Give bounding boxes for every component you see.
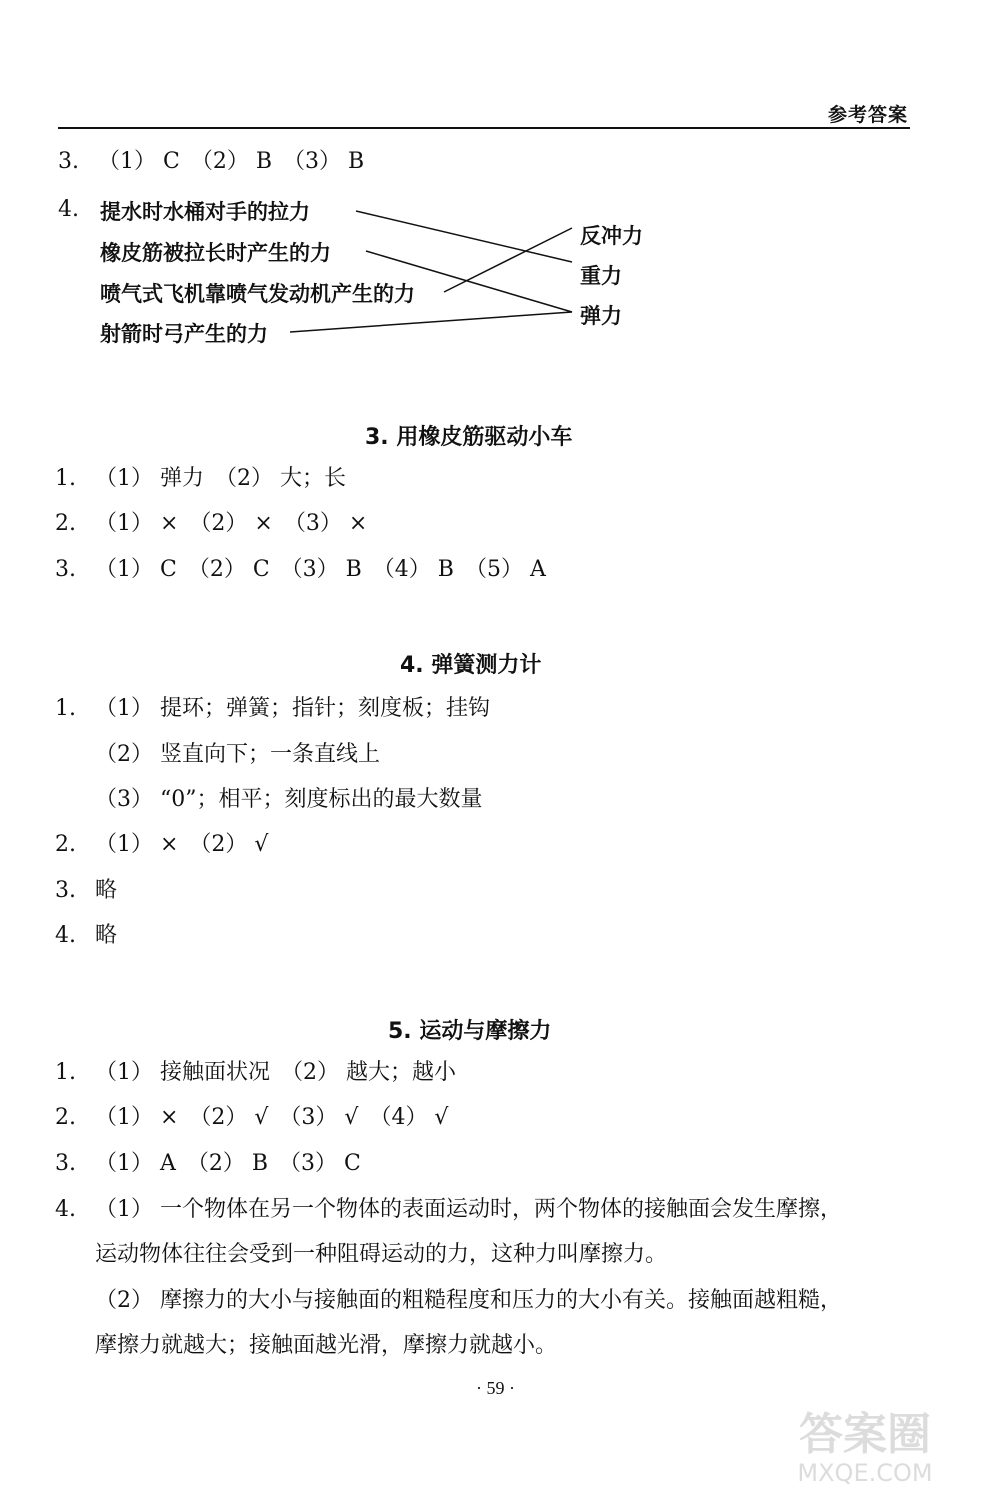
answer-line: 3. （1） C （2） C （3） B （4） B （5） A	[55, 557, 546, 582]
page-header-title: 参考答案	[827, 104, 908, 126]
match-right-item: 反冲力	[580, 224, 643, 248]
answer-line: 4. （1） 一个物体在另一个物体的表面运动时，两个物体的接触面会发生摩擦，	[55, 1197, 842, 1222]
answer-line: 4. 略	[55, 923, 118, 948]
section-title: 5. 运动与摩擦力	[388, 1019, 552, 1044]
answer-text: （1） C （2） B （3） B	[98, 149, 365, 174]
answer-line: 3. （1） A （2） B （3） C	[55, 1151, 361, 1176]
answer-line: 1. （1） 接触面状况 （2） 越大；越小	[55, 1060, 456, 1085]
watermark-url: MXQE.COM	[797, 1459, 933, 1487]
answer-line: 2. （1） × （2） √	[55, 832, 269, 857]
match-right-item: 重力	[580, 264, 622, 288]
answer-line: 运动物体往往会受到一种阻碍运动的力，这种力叫摩擦力。	[95, 1242, 668, 1267]
match-left-item: 射箭时弓产生的力	[100, 322, 268, 346]
answer-line: 1. （1） 提环；弹簧；指针；刻度板；挂钩	[55, 696, 490, 721]
answer-line: （2） 竖直向下；一条直线上	[95, 742, 380, 767]
match-line	[444, 228, 572, 292]
page-number: · 59 ·	[476, 1378, 515, 1398]
answer-line: 2. （1） × （2） × （3） ×	[55, 511, 368, 536]
question-number: 4.	[58, 197, 79, 222]
match-left-item: 橡皮筋被拉长时产生的力	[100, 241, 331, 265]
watermark-text: 答案圈	[799, 1409, 931, 1460]
answer-line: 3. 略	[55, 878, 118, 903]
answer-line: （2） 摩擦力的大小与接触面的粗糙程度和压力的大小有关。接触面越粗糙，	[95, 1288, 842, 1313]
match-line	[366, 251, 572, 312]
question-number: 3.	[58, 149, 79, 174]
matching-lines	[0, 0, 1000, 400]
answer-line: 摩擦力就越大；接触面越光滑，摩擦力就越小。	[95, 1333, 558, 1358]
match-left-item: 喷气式飞机靠喷气发动机产生的力	[100, 282, 415, 306]
section-title: 4. 弹簧测力计	[400, 653, 542, 678]
answer-line: （3） “0”；相平；刻度标出的最大数量	[95, 787, 483, 812]
watermark-logo	[770, 1410, 960, 1490]
section-title: 3. 用橡皮筋驱动小车	[365, 425, 573, 450]
answer-line: 2. （1） × （2） √ （3） √ （4） √	[55, 1105, 449, 1130]
match-line	[290, 312, 572, 332]
answer-line: 1. （1） 弹力 （2） 大；长	[55, 466, 346, 491]
match-left-item: 提水时水桶对手的拉力	[100, 200, 310, 224]
match-right-item: 弹力	[580, 304, 622, 328]
match-line	[356, 211, 572, 262]
